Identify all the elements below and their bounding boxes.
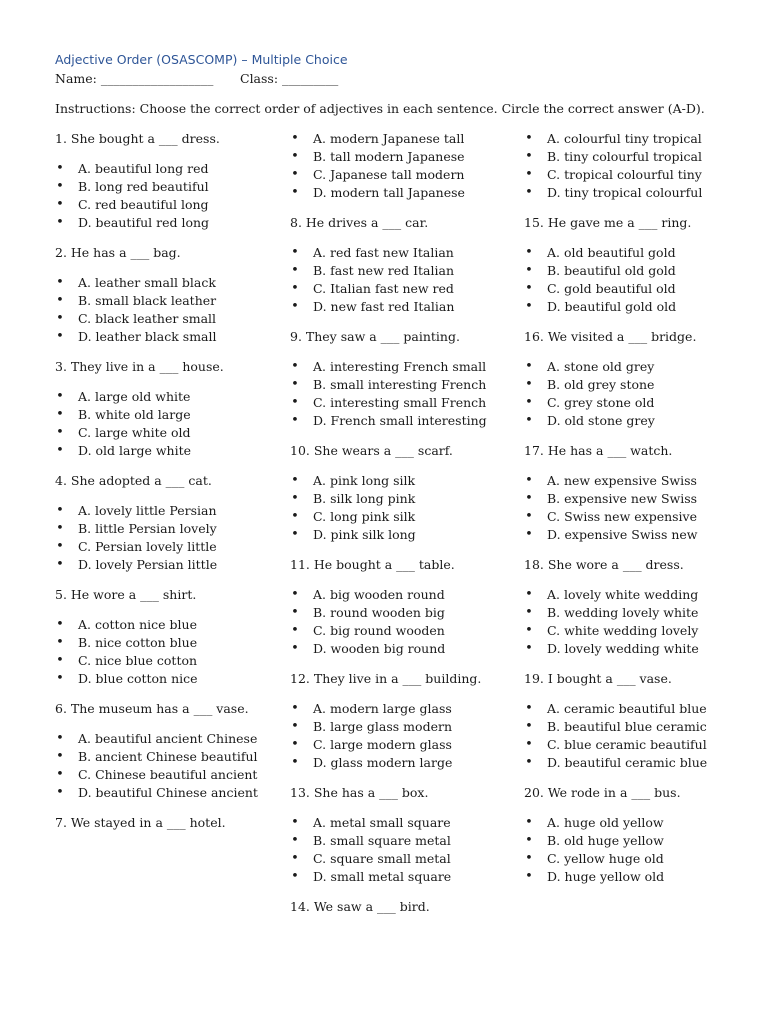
answer-option[interactable] <box>524 850 754 868</box>
answer-option-text: B. old grey stone <box>547 377 655 392</box>
bullet-icon: • <box>525 815 533 830</box>
answer-option-text: C. tropical colourful tiny <box>547 167 702 182</box>
column-3 <box>524 130 754 898</box>
answer-option[interactable] <box>524 166 754 184</box>
answer-option[interactable] <box>524 394 754 412</box>
answer-option-text: B. small interesting French <box>313 377 487 392</box>
answer-option[interactable] <box>55 424 280 442</box>
answer-option[interactable] <box>524 508 754 526</box>
answer-option-text: B. white old large <box>78 407 191 422</box>
answer-option[interactable] <box>290 718 515 736</box>
bullet-icon: • <box>525 395 533 410</box>
class-field: Class: _________ <box>240 71 339 86</box>
answer-option[interactable] <box>524 184 754 202</box>
answer-option-text: C. Persian lovely little <box>78 539 217 554</box>
answer-option-text: C. Swiss new expensive <box>547 509 698 524</box>
answer-option[interactable] <box>524 718 754 736</box>
answer-option-text: D. small metal square <box>313 869 452 884</box>
answer-option-text: C. gold beautiful old <box>547 281 676 296</box>
bullet-icon: • <box>291 149 299 164</box>
answer-option[interactable] <box>290 526 515 544</box>
answer-option-text: C. white wedding lovely <box>547 623 699 638</box>
answer-option[interactable] <box>290 262 515 280</box>
answer-option[interactable] <box>524 622 754 640</box>
answer-option-text: C. Japanese tall modern <box>313 167 465 182</box>
answer-option-text: A. beautiful long red <box>78 161 209 176</box>
bullet-icon: • <box>56 443 64 458</box>
answer-option-text: D. pink silk long <box>313 527 416 542</box>
question-text: 11. He bought a ___ table. <box>290 557 455 572</box>
bullet-icon: • <box>291 605 299 620</box>
bullet-icon: • <box>525 869 533 884</box>
answer-options <box>524 130 754 202</box>
bullet-icon: • <box>56 653 64 668</box>
answer-option[interactable] <box>524 586 754 604</box>
answer-option[interactable] <box>290 700 515 718</box>
answer-option-text: C. large modern glass <box>313 737 452 752</box>
answer-option[interactable] <box>55 178 280 196</box>
answer-option[interactable] <box>55 538 280 556</box>
answer-option-text: D. huge yellow old <box>547 869 665 884</box>
bullet-icon: • <box>291 833 299 848</box>
answer-option-text: A. lovely little Persian <box>78 503 217 518</box>
answer-option[interactable] <box>55 634 280 652</box>
answer-option[interactable] <box>55 556 280 574</box>
answer-options <box>290 472 515 544</box>
bullet-icon: • <box>291 299 299 314</box>
answer-option-text: D. old stone grey <box>547 413 655 428</box>
answer-option[interactable] <box>524 280 754 298</box>
bullet-icon: • <box>291 719 299 734</box>
bullet-icon: • <box>56 731 64 746</box>
answer-options <box>524 700 754 772</box>
answer-option-text: D. tiny tropical colourful <box>547 185 703 200</box>
bullet-icon: • <box>291 737 299 752</box>
answer-option-text: B. tall modern Japanese <box>313 149 465 164</box>
bullet-icon: • <box>525 587 533 602</box>
question-text: 5. He wore a ___ shirt. <box>55 587 197 602</box>
bullet-icon: • <box>525 149 533 164</box>
answer-option[interactable] <box>55 328 280 346</box>
answer-option[interactable] <box>524 490 754 508</box>
bullet-icon: • <box>56 275 64 290</box>
answer-option[interactable] <box>290 604 515 622</box>
question-text: 12. They live in a ___ building. <box>290 671 482 686</box>
bullet-icon: • <box>291 851 299 866</box>
answer-option[interactable] <box>290 622 515 640</box>
answer-option-text: B. large glass modern <box>313 719 452 734</box>
bullet-icon: • <box>291 623 299 638</box>
question-text: 7. We stayed in a ___ hotel. <box>55 815 226 830</box>
question-text: 6. The museum has a ___ vase. <box>55 701 249 716</box>
question-text: 10. She wears a ___ scarf. <box>290 443 453 458</box>
answer-option[interactable] <box>524 472 754 490</box>
answer-options <box>290 244 515 316</box>
answer-option[interactable] <box>290 280 515 298</box>
answer-option-text: A. modern Japanese tall <box>313 131 465 146</box>
question-text: 17. He has a ___ watch. <box>524 443 673 458</box>
answer-option[interactable] <box>290 244 515 262</box>
bullet-icon: • <box>525 527 533 542</box>
answer-option[interactable] <box>290 394 515 412</box>
answer-option-text: A. interesting French small <box>313 359 487 374</box>
answer-option[interactable] <box>55 766 280 784</box>
answer-options <box>524 244 754 316</box>
bullet-icon: • <box>291 815 299 830</box>
answer-option-text: D. lovely wedding white <box>547 641 699 656</box>
answer-option-text: B. expensive new Swiss <box>547 491 698 506</box>
answer-option[interactable] <box>524 298 754 316</box>
answer-option[interactable] <box>55 406 280 424</box>
bullet-icon: • <box>291 869 299 884</box>
bullet-icon: • <box>56 767 64 782</box>
answer-option-text: C. big round wooden <box>313 623 445 638</box>
answer-option[interactable] <box>290 376 515 394</box>
bullet-icon: • <box>291 377 299 392</box>
answer-options <box>290 814 515 886</box>
bullet-icon: • <box>291 395 299 410</box>
bullet-icon: • <box>525 737 533 752</box>
answer-option[interactable] <box>290 754 515 772</box>
answer-option[interactable] <box>524 148 754 166</box>
answer-option[interactable] <box>524 832 754 850</box>
answer-option[interactable] <box>524 262 754 280</box>
bullet-icon: • <box>56 197 64 212</box>
answer-option-text: A. new expensive Swiss <box>547 473 697 488</box>
answer-option-text: D. beautiful gold old <box>547 299 677 314</box>
bullet-icon: • <box>56 635 64 650</box>
answer-option-text: D. wooden big round <box>313 641 446 656</box>
answer-option-text: A. metal small square <box>313 815 451 830</box>
answer-options <box>290 130 515 202</box>
answer-option-text: C. blue ceramic beautiful <box>547 737 707 752</box>
bullet-icon: • <box>291 491 299 506</box>
bullet-icon: • <box>56 425 64 440</box>
answer-option[interactable] <box>290 868 515 886</box>
answer-option[interactable] <box>290 148 515 166</box>
bullet-icon: • <box>525 359 533 374</box>
bullet-icon: • <box>291 167 299 182</box>
answer-option-text: D. blue cotton nice <box>78 671 198 686</box>
answer-option-text: B. round wooden big <box>313 605 445 620</box>
bullet-icon: • <box>291 701 299 716</box>
question-text: 13. She has a ___ box. <box>290 785 429 800</box>
answer-option-text: B. small black leather <box>78 293 217 308</box>
answer-option[interactable] <box>55 160 280 178</box>
bullet-icon: • <box>525 623 533 638</box>
answer-option[interactable] <box>290 358 515 376</box>
answer-option-text: D. beautiful Chinese ancient <box>78 785 258 800</box>
answer-option-text: D. beautiful red long <box>78 215 210 230</box>
answer-option[interactable] <box>524 814 754 832</box>
bullet-icon: • <box>291 413 299 428</box>
bullet-icon: • <box>291 527 299 542</box>
answer-option[interactable] <box>55 274 280 292</box>
name-field: Name: __________________ <box>55 71 214 86</box>
answer-option-text: C. Italian fast new red <box>313 281 454 296</box>
answer-option[interactable] <box>290 508 515 526</box>
answer-option-text: A. old beautiful gold <box>547 245 676 260</box>
bullet-icon: • <box>525 377 533 392</box>
answer-options <box>524 358 754 430</box>
answer-option[interactable] <box>55 670 280 688</box>
answer-option[interactable] <box>55 616 280 634</box>
answer-option-text: D. beautiful ceramic blue <box>547 755 708 770</box>
answer-option-text: D. glass modern large <box>313 755 453 770</box>
answer-option-text: A. red fast new Italian <box>313 245 454 260</box>
answer-option-text: B. beautiful old gold <box>547 263 676 278</box>
worksheet-title: Adjective Order (OSASCOMP) – Multiple Choice <box>55 52 348 67</box>
answer-option[interactable] <box>55 196 280 214</box>
answer-option-text: D. lovely Persian little <box>78 557 218 572</box>
answer-options <box>55 274 280 346</box>
answer-option-text: A. big wooden round <box>313 587 445 602</box>
answer-options <box>55 730 280 802</box>
answer-option-text: B. little Persian lovely <box>78 521 217 536</box>
answer-options <box>524 472 754 544</box>
answer-option-text: B. beautiful blue ceramic <box>547 719 707 734</box>
answer-option-text: B. old huge yellow <box>547 833 664 848</box>
answer-option[interactable] <box>290 412 515 430</box>
answer-option[interactable] <box>55 310 280 328</box>
bullet-icon: • <box>525 701 533 716</box>
instructions: Instructions: Choose the correct order of adjectives in each sentence. Circle the correct answer (A-D). <box>55 101 705 116</box>
answer-option-text: A. stone old grey <box>547 359 655 374</box>
answer-option-text: D. modern tall Japanese <box>313 185 465 200</box>
bullet-icon: • <box>291 587 299 602</box>
bullet-icon: • <box>291 473 299 488</box>
answer-option-text: A. colourful tiny tropical <box>547 131 702 146</box>
bullet-icon: • <box>291 185 299 200</box>
bullet-icon: • <box>525 245 533 260</box>
bullet-icon: • <box>525 131 533 146</box>
bullet-icon: • <box>525 719 533 734</box>
answer-options <box>55 388 280 460</box>
bullet-icon: • <box>291 281 299 296</box>
answer-option-text: A. ceramic beautiful blue <box>547 701 707 716</box>
answer-options <box>524 586 754 658</box>
answer-option[interactable] <box>524 358 754 376</box>
answer-option[interactable] <box>55 784 280 802</box>
question-text: 3. They live in a ___ house. <box>55 359 224 374</box>
bullet-icon: • <box>56 293 64 308</box>
answer-option[interactable] <box>55 442 280 460</box>
bullet-icon: • <box>56 521 64 536</box>
question-text: 8. He drives a ___ car. <box>290 215 429 230</box>
answer-option-text: A. cotton nice blue <box>78 617 197 632</box>
bullet-icon: • <box>56 389 64 404</box>
answer-option-text: C. interesting small French <box>313 395 487 410</box>
answer-options <box>55 502 280 574</box>
answer-option[interactable] <box>290 184 515 202</box>
answer-options <box>524 814 754 886</box>
answer-option-text: C. square small metal <box>313 851 451 866</box>
answer-option[interactable] <box>55 748 280 766</box>
answer-option-text: A. pink long silk <box>313 473 416 488</box>
answer-option-text: C. long pink silk <box>313 509 416 524</box>
answer-option[interactable] <box>290 850 515 868</box>
answer-option-text: D. leather black small <box>78 329 217 344</box>
answer-option-text: A. large old white <box>78 389 191 404</box>
bullet-icon: • <box>56 407 64 422</box>
answer-option-text: B. nice cotton blue <box>78 635 198 650</box>
answer-option[interactable] <box>290 490 515 508</box>
bullet-icon: • <box>525 755 533 770</box>
question-text: 1. She bought a ___ dress. <box>55 131 220 146</box>
bullet-icon: • <box>525 605 533 620</box>
answer-option[interactable] <box>524 130 754 148</box>
answer-option[interactable] <box>290 166 515 184</box>
question-text: 9. They saw a ___ painting. <box>290 329 460 344</box>
bullet-icon: • <box>56 503 64 518</box>
bullet-icon: • <box>525 413 533 428</box>
bullet-icon: • <box>56 785 64 800</box>
answer-option-text: A. leather small black <box>78 275 216 290</box>
answer-option[interactable] <box>55 214 280 232</box>
bullet-icon: • <box>56 179 64 194</box>
answer-option[interactable] <box>290 586 515 604</box>
answer-option[interactable] <box>290 640 515 658</box>
bullet-icon: • <box>291 641 299 656</box>
answer-option[interactable] <box>524 736 754 754</box>
answer-option-text: C. grey stone old <box>547 395 655 410</box>
answer-option[interactable] <box>290 832 515 850</box>
answer-option-text: D. expensive Swiss new <box>547 527 698 542</box>
answer-option-text: B. long red beautiful <box>78 179 209 194</box>
answer-option[interactable] <box>55 520 280 538</box>
bullet-icon: • <box>525 833 533 848</box>
answer-options <box>55 160 280 232</box>
question-text: 18. She wore a ___ dress. <box>524 557 684 572</box>
answer-option-text: B. tiny colourful tropical <box>547 149 702 164</box>
answer-option-text: B. silk long pink <box>313 491 416 506</box>
answer-option-text: A. huge old yellow <box>547 815 664 830</box>
bullet-icon: • <box>525 509 533 524</box>
answer-option-text: C. yellow huge old <box>547 851 664 866</box>
student-info-line <box>55 71 339 86</box>
bullet-icon: • <box>525 641 533 656</box>
answer-option[interactable] <box>290 814 515 832</box>
answer-option-text: D. new fast red Italian <box>313 299 455 314</box>
answer-option-text: A. modern large glass <box>313 701 452 716</box>
question-text: 19. I bought a ___ vase. <box>524 671 672 686</box>
answer-options <box>290 358 515 430</box>
bullet-icon: • <box>56 557 64 572</box>
answer-option-text: D. French small interesting <box>313 413 487 428</box>
bullet-icon: • <box>291 359 299 374</box>
answer-option[interactable] <box>55 292 280 310</box>
column-1 <box>55 130 280 844</box>
question-text: 14. We saw a ___ bird. <box>290 899 430 914</box>
bullet-icon: • <box>525 281 533 296</box>
bullet-icon: • <box>56 215 64 230</box>
answer-option[interactable] <box>290 130 515 148</box>
bullet-icon: • <box>56 539 64 554</box>
answer-option[interactable] <box>55 652 280 670</box>
bullet-icon: • <box>291 245 299 260</box>
bullet-icon: • <box>525 185 533 200</box>
answer-option-text: A. lovely white wedding <box>547 587 699 602</box>
bullet-icon: • <box>525 491 533 506</box>
bullet-icon: • <box>56 311 64 326</box>
answer-option-text: C. black leather small <box>78 311 217 326</box>
answer-option[interactable] <box>524 244 754 262</box>
bullet-icon: • <box>525 263 533 278</box>
bullet-icon: • <box>56 161 64 176</box>
bullet-icon: • <box>291 755 299 770</box>
answer-option-text: B. ancient Chinese beautiful <box>78 749 258 764</box>
answer-option[interactable] <box>524 700 754 718</box>
answer-options <box>55 616 280 688</box>
bullet-icon: • <box>525 473 533 488</box>
answer-options <box>290 700 515 772</box>
answer-option-text: A. beautiful ancient Chinese <box>78 731 258 746</box>
answer-option[interactable] <box>290 736 515 754</box>
answer-option-text: C. red beautiful long <box>78 197 209 212</box>
answer-option-text: C. nice blue cotton <box>78 653 198 668</box>
answer-options <box>290 586 515 658</box>
answer-option[interactable] <box>55 502 280 520</box>
bullet-icon: • <box>525 167 533 182</box>
bullet-icon: • <box>291 263 299 278</box>
question-text: 4. She adopted a ___ cat. <box>55 473 212 488</box>
answer-option-text: C. large white old <box>78 425 191 440</box>
bullet-icon: • <box>291 509 299 524</box>
bullet-icon: • <box>56 617 64 632</box>
answer-option[interactable] <box>524 526 754 544</box>
bullet-icon: • <box>56 329 64 344</box>
answer-option[interactable] <box>524 412 754 430</box>
answer-option[interactable] <box>524 868 754 886</box>
bullet-icon: • <box>56 671 64 686</box>
question-text: 15. He gave me a ___ ring. <box>524 215 692 230</box>
answer-option[interactable] <box>290 298 515 316</box>
bullet-icon: • <box>56 749 64 764</box>
bullet-icon: • <box>525 299 533 314</box>
answer-option[interactable] <box>524 640 754 658</box>
bullet-icon: • <box>291 131 299 146</box>
answer-option[interactable] <box>55 388 280 406</box>
answer-option[interactable] <box>524 754 754 772</box>
question-text: 20. We rode in a ___ bus. <box>524 785 681 800</box>
question-text: 16. We visited a ___ bridge. <box>524 329 697 344</box>
answer-option[interactable] <box>524 376 754 394</box>
column-2 <box>290 130 515 928</box>
answer-option[interactable] <box>290 472 515 490</box>
answer-option-text: D. old large white <box>78 443 191 458</box>
bullet-icon: • <box>525 851 533 866</box>
answer-option[interactable] <box>524 604 754 622</box>
answer-option-text: B. small square metal <box>313 833 451 848</box>
answer-option[interactable] <box>55 730 280 748</box>
answer-option-text: B. wedding lovely white <box>547 605 699 620</box>
question-text: 2. He has a ___ bag. <box>55 245 181 260</box>
answer-option-text: B. fast new red Italian <box>313 263 455 278</box>
answer-option-text: C. Chinese beautiful ancient <box>78 767 258 782</box>
